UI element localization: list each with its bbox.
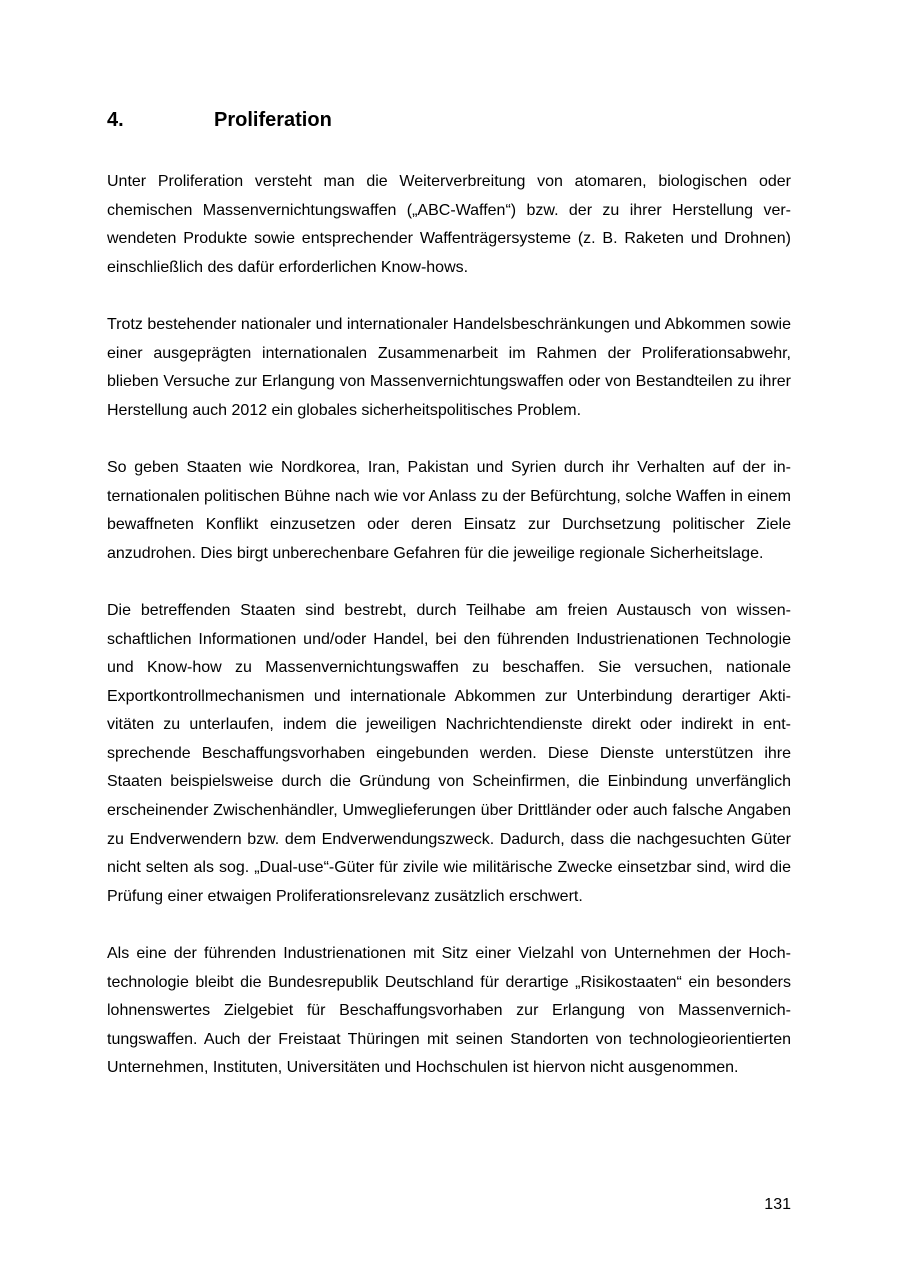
paragraph-germany-thuringia: Als eine der führenden Industrienationen mit Sitz einer Vielzahl von Unternehmen der Hochtechnologie bleibt die Bundesrepublik Deutschland für derartige „Risikostaaten“ ein besonders lohnenswertes Zielgebiet für Beschaffungsvorhaben zur Erlangung von Massenvernichtungswaffen. Auch der Freistaat Thüringen mit seinen Standorten von technologieorientierten Unternehmen, Instituten, Universitäten und Hochschulen ist hiervon nicht ausgenommen. xyxy=(107,945,791,1077)
body-text xyxy=(107,168,791,1112)
paragraph-procurement-methods: Die betreffenden Staaten sind bestrebt, durch Teilhabe am freien Austausch von wissenschaftlichen Informationen und/oder Handel, bei den führenden Industrienationen Technologie und Know-how zu Massenvernichtungswaffen zu beschaffen. Sie versuchen, nationale Exportkontrollmechanismen und internationale Abkommen zur Unterbindung derartiger Aktivitäten zu unterlaufen, indem die jeweiligen Nachrichtendienste direkt oder indirekt in entsprechende Beschaffungsvorhaben eingebunden werden. Diese Dienste unterstützen ihre Staaten beispielsweise durch die Gründung von Scheinfirmen, die Einbindung unverfänglich erscheinender Zwischenhändler, Umweglieferungen über Drittländer oder auch falsche Angaben zu Endverwendern bzw. dem Endverwendungszweck. Dadurch, dass die nachgesuchten Güter nicht selten als sog. „Dual-use“-Güter für zivile wie militärische Zwecke einsetzbar sind, wird die Prüfung einer etwaigen Proliferationsrelevanz zusätzlich erschwert. xyxy=(107,601,791,905)
section-title: Proliferation xyxy=(214,109,332,131)
section-heading xyxy=(107,106,797,134)
page-number: 131 xyxy=(764,1196,791,1213)
paragraph-risk-states: So geben Staaten wie Nordkorea, Iran, Pakistan und Syrien durch ihr Verhalten auf der internationalen politischen Bühne nach wie vor Anlass zu der Befürchtung, solche Waffen in einem bewaffneten Konflikt einzusetzen oder deren Einsatz zur Durchsetzung politischer Ziele anzudrohen. Dies birgt unberechenbare Gefahren für die jeweilige regionale Sicherheitslage. xyxy=(107,458,791,562)
section-number: 4. xyxy=(107,109,124,131)
paragraph-definition: Unter Proliferation versteht man die Weiterverbreitung von atomaren, biologischen oder chemischen Massenvernichtungswaffen („ABC-Waffen“) bzw. der zu ihrer Herstellung verwendeten Produkte sowie entsprechender Waffenträgersysteme (z. B. Raketen und Drohnen) einschließlich des dafür erforderlichen Know-hows. xyxy=(107,173,791,276)
paragraph-trade-restrictions: Trotz bestehender nationaler und internationaler Handelsbeschränkungen und Abkommen sowie einer ausgeprägten internationalen Zusammenarbeit im Rahmen der Proliferationsabwehr, blieben Versuche zur Erlangung von Massenvernichtungswaffen oder von Bestandteilen zu ihrer Herstellung auch 2012 ein globales sicherheitspolitisches Problem. xyxy=(107,315,791,419)
